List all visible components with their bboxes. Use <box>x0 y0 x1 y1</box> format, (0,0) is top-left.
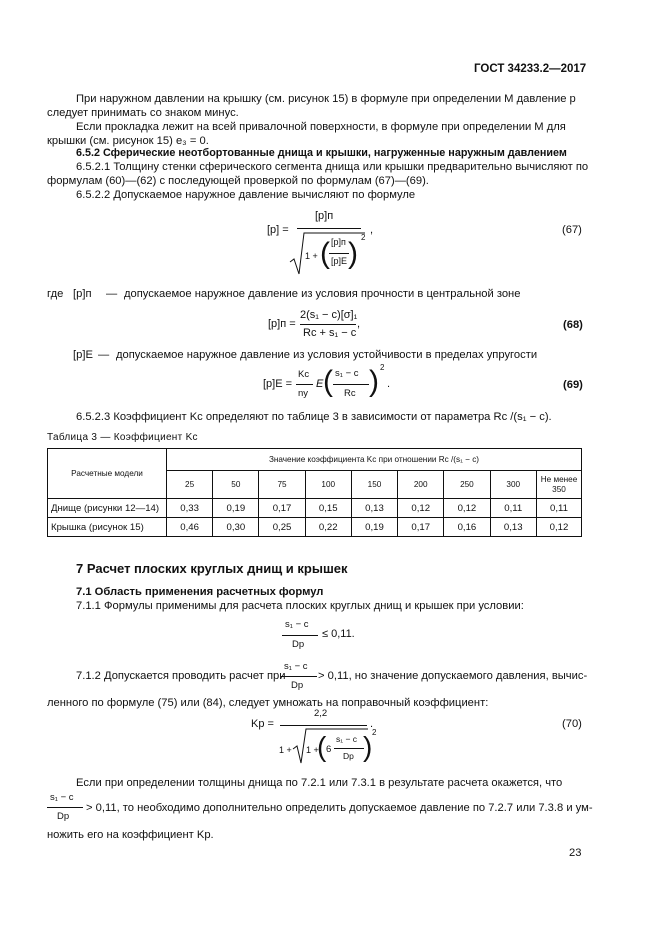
table-cell: 0,17 <box>259 499 305 518</box>
table-cell: 0,12 <box>537 518 582 537</box>
table-col-header: 25 <box>167 471 213 499</box>
cond-den: Dр <box>292 639 305 650</box>
eq69-lhs: [p]E = <box>263 378 293 390</box>
table-cell: 0,16 <box>444 518 490 537</box>
where-dash: — <box>98 349 110 361</box>
where-label: где <box>47 288 64 300</box>
eq67-inner-bar <box>329 253 349 254</box>
p712-num: s₁ − c <box>284 661 308 672</box>
table-caption: Таблица 3 — Коэффициент Kc <box>47 432 198 443</box>
table-cell: 0,33 <box>167 499 213 518</box>
coefficient-table <box>47 448 582 537</box>
eq68-lhs: [p]п = <box>268 318 296 330</box>
para-6-5-2-3: 6.5.2.3 Коэффициент Kc определяют по таблице 3 в зависимости от параметра Rc /(s₁ − c). <box>76 411 552 423</box>
where-text-pe: допускаемое наружное давление из условия устойчивости в пределах упругости <box>116 349 538 361</box>
eq68-fraction-bar <box>300 324 356 325</box>
table-row <box>48 518 582 537</box>
eq70-root-one: 1 + <box>306 745 319 755</box>
table-col-header: 50 <box>213 471 259 499</box>
eq70-paren-left: ( <box>317 731 327 762</box>
para-line: следует принимать со знаком минус. <box>47 107 239 119</box>
eq70-inner-num: s₁ − c <box>336 734 358 744</box>
para-line: Если прокладка лежит на всей привалочной поверхности, в формуле при определении M для <box>76 121 566 133</box>
eq70-number: (70) <box>562 718 582 730</box>
where-dash: — <box>106 288 118 300</box>
eq69-paren-left: ( <box>323 365 333 398</box>
table-col-header: 250 <box>444 471 490 499</box>
eq70-inner-bar <box>334 748 364 749</box>
eq69-inner-bar <box>333 384 369 385</box>
eq67-paren-left: ( <box>320 237 330 270</box>
table-col-header: 300 <box>490 471 536 499</box>
page-number: 23 <box>569 847 582 859</box>
eq70-paren-right: ) <box>363 731 373 762</box>
where-symbol-pe: [p]E <box>73 349 93 361</box>
eq67-comma: , <box>370 224 374 236</box>
table-cell: 0,30 <box>213 518 259 537</box>
table-cell: 0,15 <box>305 499 351 518</box>
table-cell-model: Крышка (рисунок 15) <box>48 518 167 537</box>
final-bar <box>47 807 83 808</box>
eq69-inner-num: s₁ − c <box>335 368 359 379</box>
section-heading-7: 7 Расчет плоских круглых днищ и крышек <box>76 561 348 576</box>
table-col-header: 75 <box>259 471 305 499</box>
eq70-period: . <box>370 718 374 730</box>
para-7-1-2-cont: > 0,11, но значение допускаемого давления, вычис- <box>318 670 588 682</box>
table-col-header: 200 <box>398 471 444 499</box>
eq68-numerator: 2(s₁ − c)[σ]₁ <box>300 309 358 321</box>
para-line: ленного по формуле (75) или (84), следует умножать на поправочный коэффициент: <box>47 697 489 709</box>
eq69-period: . <box>387 378 391 390</box>
table-col-header: 150 <box>351 471 397 499</box>
para-line: При наружном давлении на крышку (см. рисунок 15) в формуле при определении M давление p <box>76 93 576 105</box>
table-header-models: Расчетные модели <box>48 449 167 499</box>
eq67-inner-den: [p]E <box>331 256 348 266</box>
table-cell: 0,46 <box>167 518 213 537</box>
eq70-den-one: 1 + <box>279 745 292 755</box>
table-cell: 0,13 <box>351 499 397 518</box>
table-cell: 0,17 <box>398 518 444 537</box>
eq67-exponent: 2 <box>361 233 366 242</box>
final-num: s₁ − c <box>50 792 74 803</box>
table-cell: 0,19 <box>351 518 397 537</box>
para-line: 6.5.2.1 Толщину стенки сферического сегмента днища или крышки предварительно вычисляют по <box>76 161 589 173</box>
eq69-k-den: nу <box>298 388 309 399</box>
table-cell: 0,25 <box>259 518 305 537</box>
para-line: Если при определении толщины днища по 7.2.1 или 7.3.1 в результате расчета окажется, что <box>76 777 563 789</box>
para-7-1-1: 7.1.1 Формулы применимы для расчета плоских круглых днищ и крышек при условии: <box>76 600 524 612</box>
para-line: крышки (см. рисунок 15) e₃ = 0. <box>47 135 209 147</box>
eq67-lhs: [p] = <box>267 224 289 236</box>
table-cell: 0,13 <box>490 518 536 537</box>
table-cell: 0,12 <box>444 499 490 518</box>
table-cell: 0,12 <box>398 499 444 518</box>
para-line: 6.5.2.2 Допускаемое наружное давление вычисляют по формуле <box>76 189 416 201</box>
table-cell: 0,11 <box>537 499 582 518</box>
final-den: Dр <box>57 811 70 822</box>
eq67-inner-num: [p]п <box>331 237 346 247</box>
eq67-number: (67) <box>562 224 582 236</box>
eq70-exponent: 2 <box>372 728 377 737</box>
eq70-numerator: 2,2 <box>314 708 328 719</box>
table-header-group: Значение коэффициента Kc при отношении Rc /(s₁ − c) <box>167 449 582 471</box>
eq68-number: (68) <box>563 319 583 331</box>
table-col-header: 100 <box>305 471 351 499</box>
eq67-paren-right: ) <box>348 237 358 270</box>
cond-tail: ≤ 0,11. <box>322 628 355 640</box>
table-cell: 0,22 <box>305 518 351 537</box>
eq69-modulus: E <box>316 378 324 390</box>
p712-bar <box>281 676 317 677</box>
para-line: формулам (60)—(62) с последующей проверкой по формулам (67)—(69). <box>47 175 429 187</box>
para-7-1-2: 7.1.2 Допускается проводить расчет при <box>76 670 286 682</box>
eq67-numerator: [p]п <box>315 210 334 222</box>
eq69-number: (69) <box>563 379 583 391</box>
eq68-denominator: Rc + s₁ − c <box>303 327 357 339</box>
eq69-k-num: Kc <box>298 369 310 380</box>
eq70-lhs: Kр = <box>251 718 274 730</box>
eq70-inner-den: Dр <box>343 751 354 761</box>
eq67-one-plus: 1 + <box>305 251 318 261</box>
table-cell: 0,11 <box>490 499 536 518</box>
where-text-pn: допускаемое наружное давление из условия прочности в центральной зоне <box>124 288 521 300</box>
table-cell: 0,19 <box>213 499 259 518</box>
eq69-exponent: 2 <box>380 363 385 372</box>
eq69-k-bar <box>296 384 313 385</box>
table-cell-model: Днище (рисунки 12—14) <box>48 499 167 518</box>
subsection-heading-7-1: 7.1 Область применения расчетных формул <box>76 586 324 598</box>
table-row <box>48 499 582 518</box>
table-col-header: Не менее 350 <box>537 471 582 499</box>
where-symbol-pn: [p]п <box>73 288 92 300</box>
cond-bar <box>282 635 318 636</box>
eq68-comma: , <box>357 318 361 330</box>
eq69-paren-right: ) <box>369 365 379 398</box>
para-line: > 0,11, то необходимо дополнительно определить допускаемое давление по 7.2.7 или 7.3.8 и ум- <box>86 802 593 814</box>
cond-num: s₁ − c <box>285 619 309 630</box>
p712-den: Dр <box>291 680 304 691</box>
section-heading-6-5-2: 6.5.2 Сферические неотбортованные днища и крышки, нагруженные наружным давлением <box>76 147 567 159</box>
eq67-fraction-bar <box>297 228 361 229</box>
para-line: ножить его на коэффициент Kр. <box>47 829 214 841</box>
document-code: ГОСТ 34233.2—2017 <box>474 63 587 75</box>
eq70-six: 6 <box>326 744 332 755</box>
eq69-inner-den: Rc <box>344 388 356 399</box>
